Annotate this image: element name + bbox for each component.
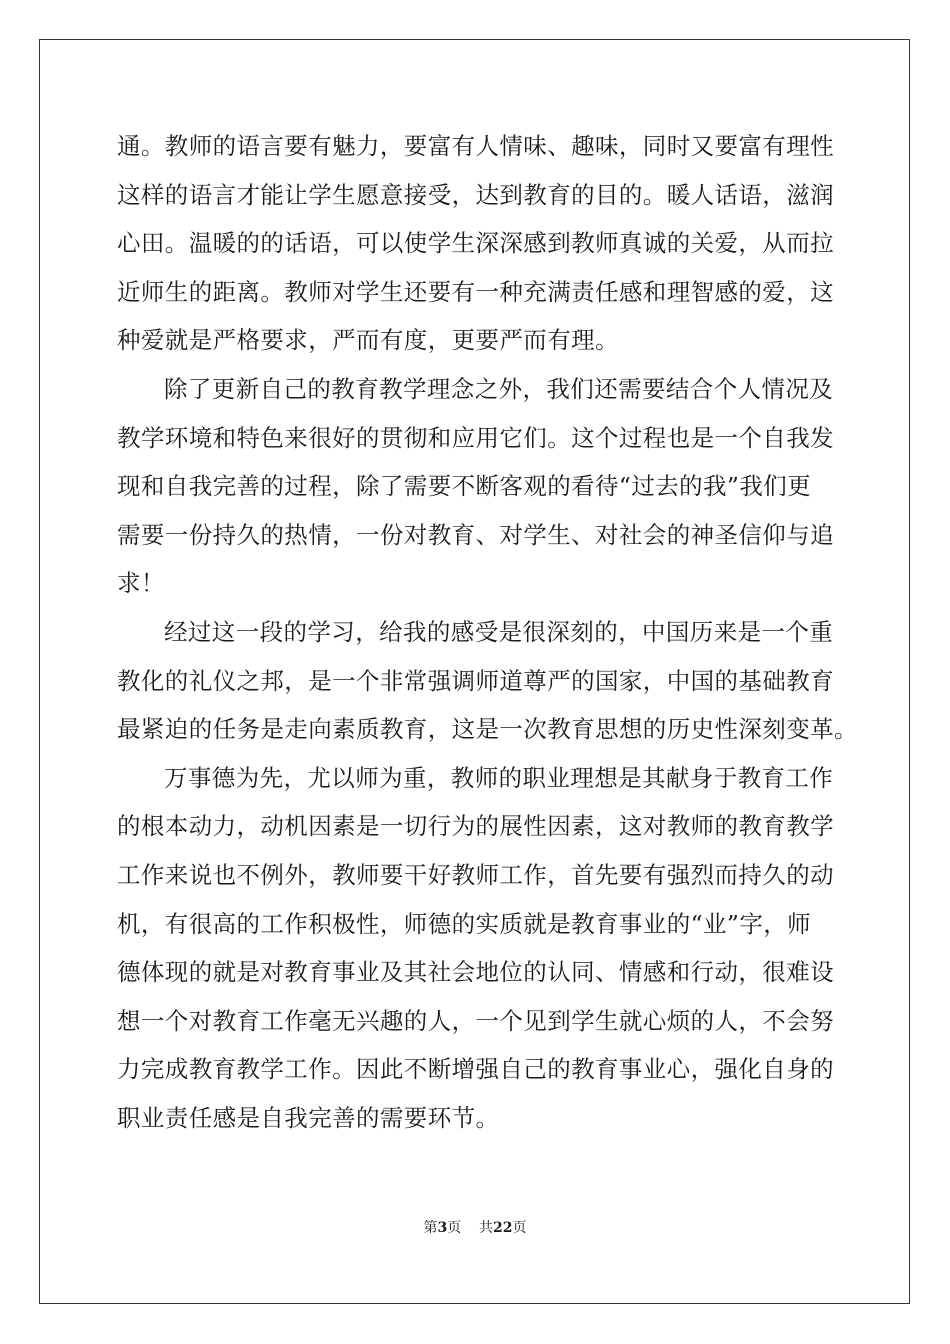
text-line: 工作来说也不例外，教师要干好教师工作，首先要有强烈而持久的动	[117, 860, 834, 889]
text-line: 这样的语言才能让学生愿意接受，达到教育的目的。暖人话语，滋润	[117, 180, 834, 209]
text-line: 现和自我完善的过程，除了需要不断客观的看待“过去的我”我们更	[117, 472, 812, 501]
text-line: 需要一份持久的热情，一份对教育、对学生、对社会的神圣信仰与追	[117, 520, 834, 549]
page-footer	[0, 1218, 950, 1238]
text-line: 最紧迫的任务是走向素质教育，这是一次教育思想的历史性深刻变革。	[117, 715, 858, 744]
text-line: 教化的礼仪之邦，是一个非常强调师道尊严的国家，中国的基础教育	[117, 666, 834, 695]
total-pages-indicator: 共22页	[479, 1220, 527, 1236]
text-line: 近师生的距离。教师对学生还要有一种充满责任感和理智感的爱，这	[117, 277, 834, 306]
text-line: 机，有很高的工作积极性，师德的实质就是教育事业的“业”字，师	[117, 909, 812, 938]
text-line: 职业责任感是自我完善的需要环节。	[117, 1103, 500, 1132]
text-line: 除了更新自己的教育教学理念之外，我们还需要结合个人情况及	[164, 374, 834, 403]
text-line: 万事德为先，尤以师为重，教师的职业理想是其献身于教育工作	[164, 763, 834, 792]
text-line: 想一个对教育工作毫无兴趣的人，一个见到学生就心烦的人，不会努	[117, 1006, 834, 1035]
text-line: 通。教师的语言要有魅力，要富有人情味、趣味，同时又要富有理性	[117, 132, 834, 160]
text-line: 经过这一段的学习，给我的感受是很深刻的，中国历来是一个重	[164, 617, 834, 646]
text-line: 德体现的就是对教育事业及其社会地位的认同、情感和行动，很难设	[117, 958, 834, 987]
text-line: 的根本动力，动机因素是一切行为的展性因素，这对教师的教育教学	[117, 812, 834, 841]
text-line: 种爱就是严格要求，严而有度，更要严而有理。	[117, 326, 619, 355]
text-line: 力完成教育教学工作。因此不断增强自己的教育事业心，强化自身的	[117, 1055, 834, 1084]
text-line: 心田。温暖的的话语，可以使学生深深感到教师真诚的关爱，从而拉	[117, 229, 834, 258]
text-line: 教学环境和特色来很好的贯彻和应用它们。这个过程也是一个自我发	[117, 423, 834, 452]
document-body	[117, 122, 858, 1142]
page-indicator: 第3页	[423, 1220, 462, 1236]
text-line: 求！	[117, 569, 165, 598]
